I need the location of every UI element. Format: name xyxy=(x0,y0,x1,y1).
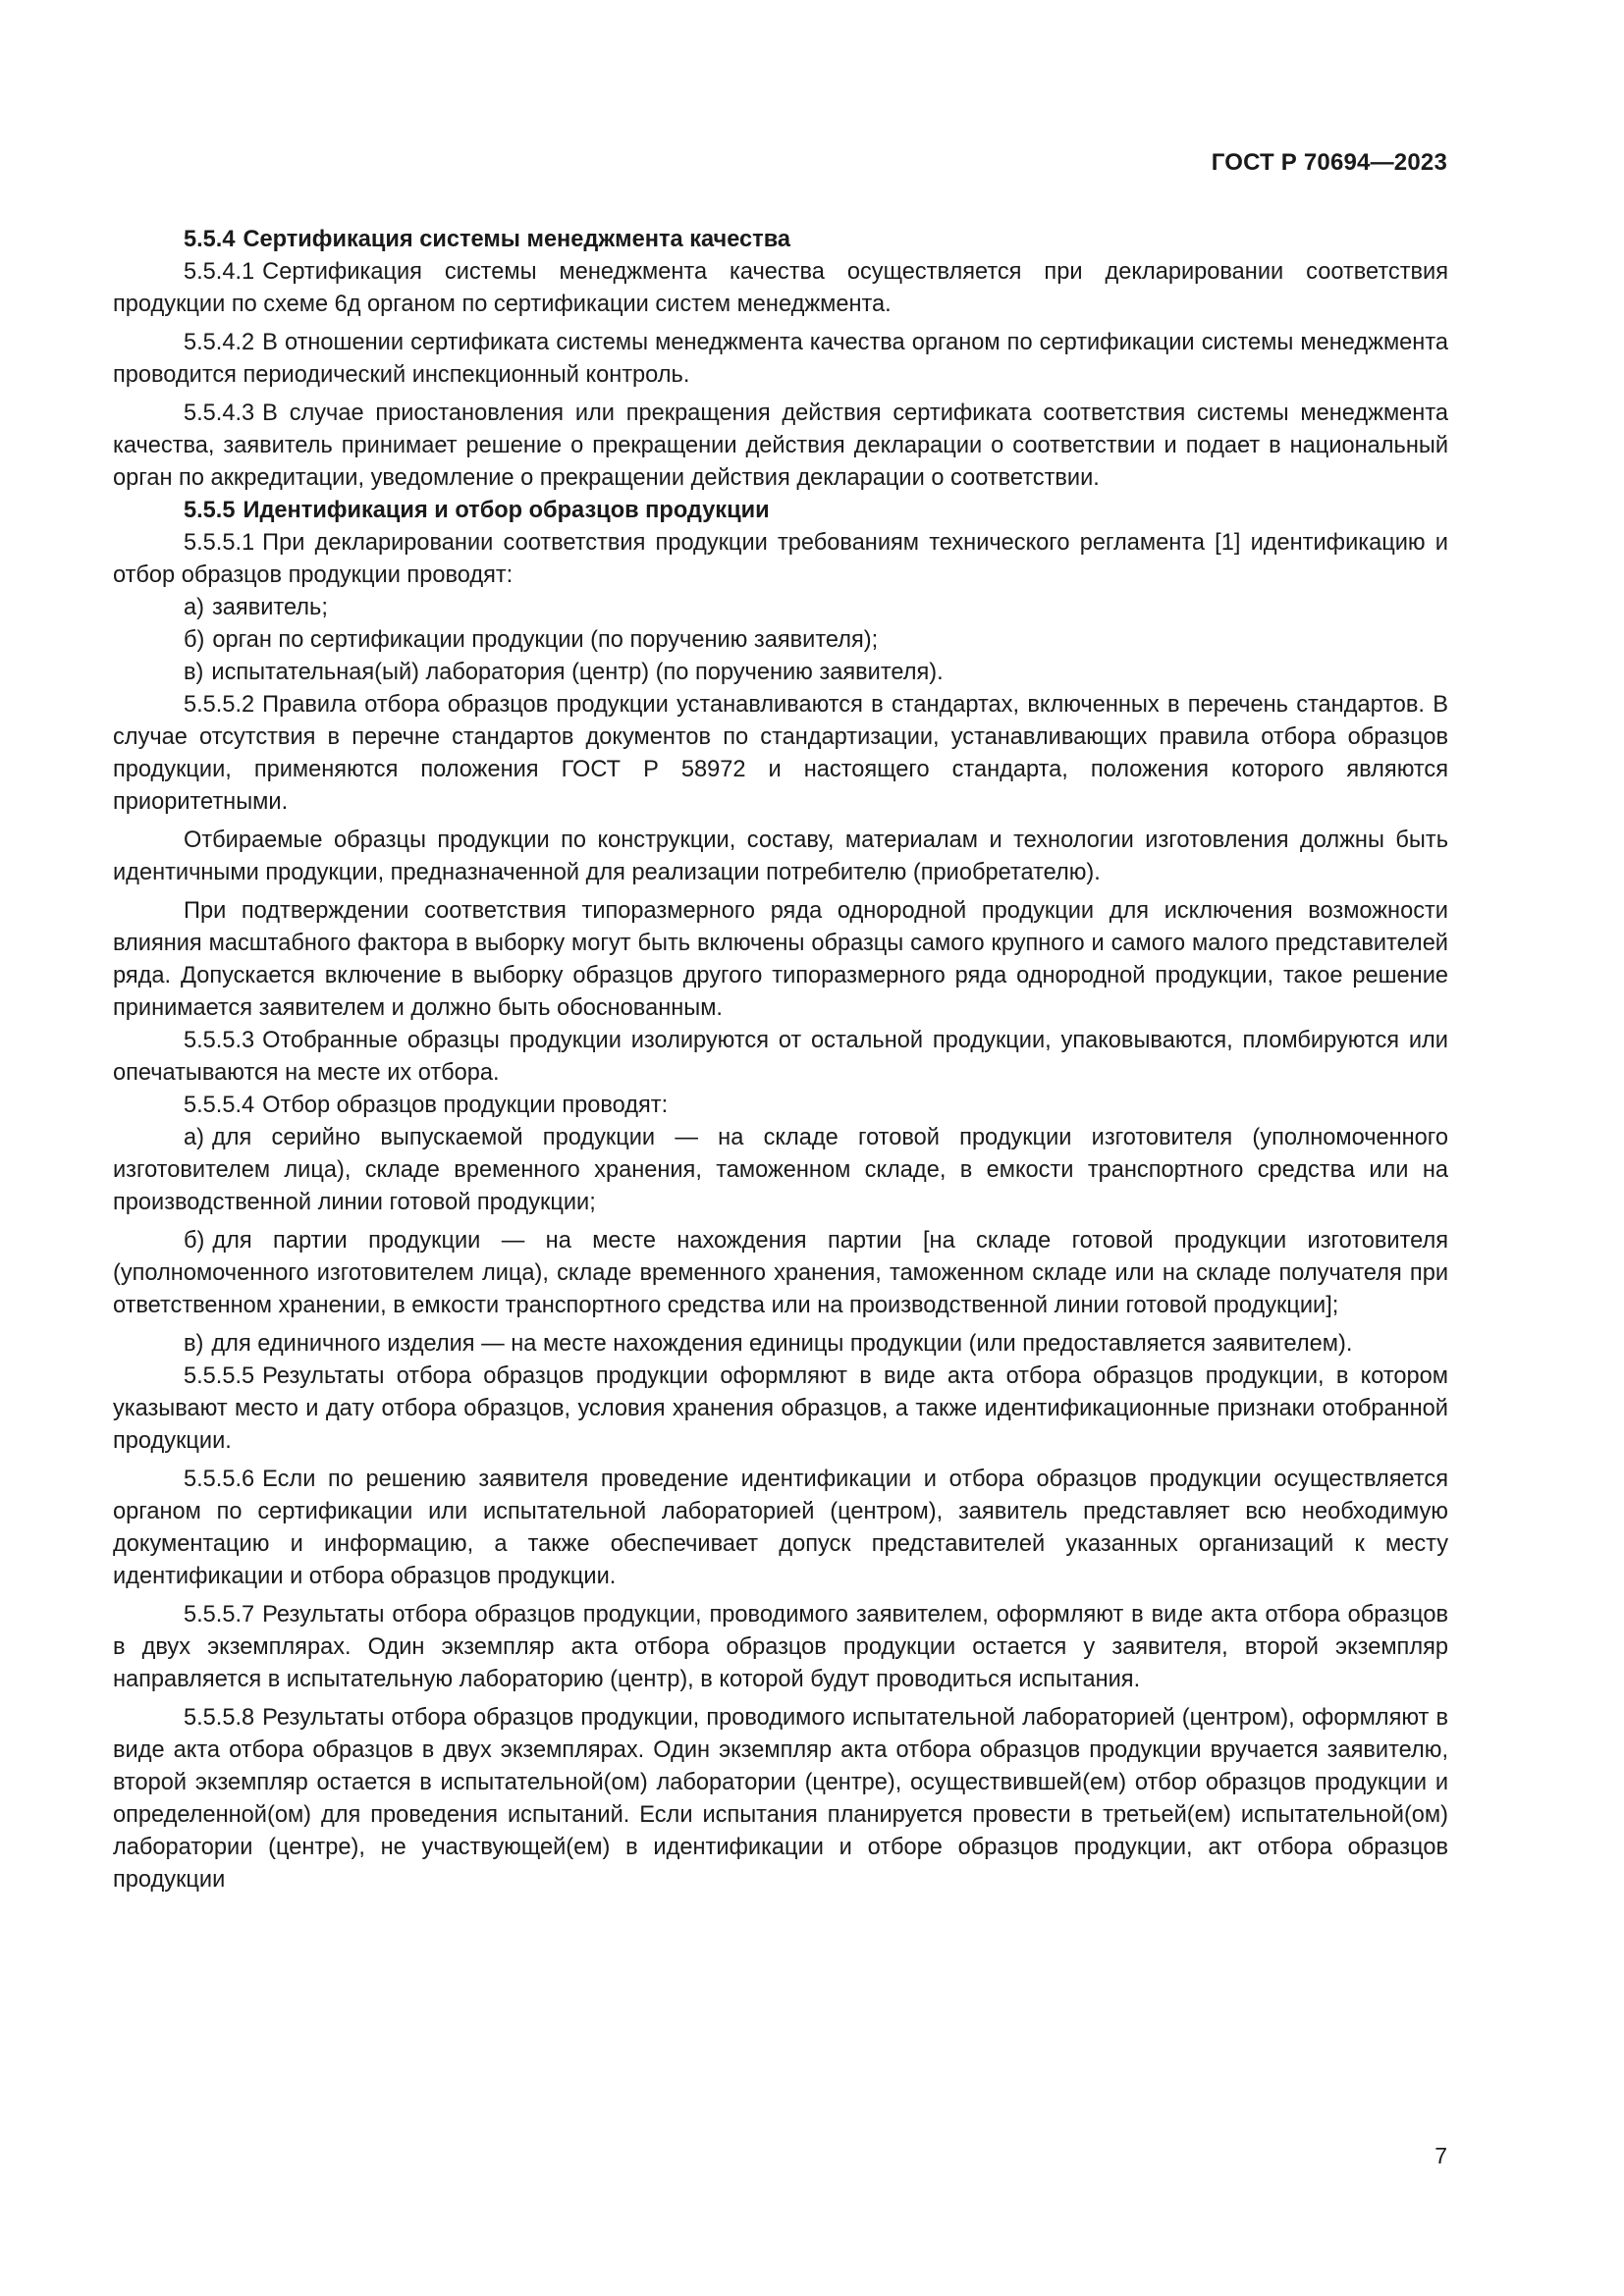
list-item xyxy=(113,657,1448,689)
paragraph-5-5-5-2 xyxy=(113,689,1448,819)
paragraph-5-5-5-2-samples xyxy=(113,825,1448,889)
paragraph-text: Результаты отбора образцов продукции, проводимого заявителем, оформляют в виде акта отбора образцов в двух экземплярах. Один экземпляр акта отбора образцов продукции остается у заявителя, второй экземпляр направляется в испытательную лабораторию (центр), в которой будут проводиться испытания. xyxy=(113,1602,1448,1692)
paragraph-number: 5.5.5.4 xyxy=(184,1093,255,1118)
paragraph-number: 5.5.5.3 xyxy=(184,1028,255,1053)
paragraph-5-5-5-6 xyxy=(113,1464,1448,1593)
paragraph-5-5-4-3 xyxy=(113,398,1448,495)
section-heading-5-5-5 xyxy=(113,495,1448,527)
list-marker: б) xyxy=(184,1228,205,1254)
page-number: 7 xyxy=(1435,2143,1447,2168)
list-marker: в) xyxy=(184,1331,204,1357)
paragraph-text: Результаты отбора образцов продукции оформляют в виде акта отбора образцов продукции, в котором указывают место и дату отбора образцов, условия хранения образцов, а также идентификационные признаки отобранной продукции. xyxy=(113,1363,1448,1454)
section-number: 5.5.5 xyxy=(184,498,236,523)
list-item-text: испытательная(ый) лаборатория (центр) (по поручению заявителя). xyxy=(211,660,944,685)
list-item-text: для партии продукции — на месте нахождения партии [на складе готовой продукции изготовителя (уполномоченного изготовителем лица), складе временного хранения, таможенном складе или на складе получателя при ответственном хранении, в емкости транспортного средства или на производственной линии готовой продукции]; xyxy=(113,1228,1448,1318)
list-marker: а) xyxy=(184,1125,204,1150)
paragraph-5-5-5-4 xyxy=(113,1090,1448,1122)
list-item-text: для серийно выпускаемой продукции — на складе готовой продукции изготовителя (уполномоченного изготовителем лица), складе временного хранения, таможенном складе, в емкости транспортного средства или на производственной линии готовой продукции; xyxy=(113,1125,1448,1215)
paragraph-number: 5.5.4.3 xyxy=(184,400,255,426)
paragraph-text: Отбор образцов продукции проводят: xyxy=(262,1093,669,1118)
list-item-text: орган по сертификации продукции (по поручению заявителя); xyxy=(212,627,879,653)
paragraph-5-5-5-5 xyxy=(113,1361,1448,1458)
list-marker: а) xyxy=(184,595,204,620)
paragraph-number: 5.5.5.2 xyxy=(184,692,255,718)
list-item xyxy=(113,1122,1448,1219)
list-item xyxy=(113,1225,1448,1322)
section-heading-5-5-4 xyxy=(113,224,1448,256)
paragraph-number: 5.5.5.5 xyxy=(184,1363,255,1389)
paragraph-5-5-5-7 xyxy=(113,1599,1448,1696)
document-body xyxy=(113,224,1448,1896)
paragraph-text: При подтверждении соответствия типоразмерного ряда однородной продукции для исключения возможности влияния масштабного фактора в выборку могут быть включены образцы самого крупного и самого малого представителей ряда. Допускается включение в выборку образцов другого типоразмерного ряда однородной продукции, такое решение принимается заявителем и должно быть обоснованным. xyxy=(113,898,1448,1021)
paragraph-5-5-5-1 xyxy=(113,527,1448,592)
section-title: Сертификация системы менеджмента качества xyxy=(243,227,791,252)
paragraph-5-5-5-8 xyxy=(113,1702,1448,1896)
list-marker: б) xyxy=(184,627,205,653)
list-item-text: для единичного изделия — на месте нахождения единицы продукции (или предоставляется заявителем). xyxy=(211,1331,1353,1357)
paragraph-5-5-5-3 xyxy=(113,1025,1448,1090)
paragraph-5-5-4-2 xyxy=(113,327,1448,392)
paragraph-text: Отобранные образцы продукции изолируются от остальной продукции, упаковываются, пломбируются или опечатываются на месте их отбора. xyxy=(113,1028,1448,1086)
paragraph-text: Сертификация системы менеджмента качества осуществляется при декларировании соответствия продукции по схеме 6д органом по сертификации систем менеджмента. xyxy=(113,259,1448,317)
paragraph-5-5-4-1 xyxy=(113,256,1448,321)
paragraph-number: 5.5.5.1 xyxy=(184,530,255,556)
paragraph-number: 5.5.4.2 xyxy=(184,330,255,355)
paragraph-text: Если по решению заявителя проведение идентификации и отбора образцов продукции осуществляется органом по сертификации или испытательной лабораторией (центром), заявитель представляет всю необходимую документацию и информацию, а также обеспечивает допуск представителей указанных организаций к месту идентификации и отбора образцов продукции. xyxy=(113,1467,1448,1589)
list-item-text: заявитель; xyxy=(211,595,328,620)
section-number: 5.5.4 xyxy=(184,227,236,252)
document-code: ГОСТ Р 70694—2023 xyxy=(1211,149,1447,176)
paragraph-text: При декларировании соответствия продукции требованиям технического регламента [1] идентификацию и отбор образцов продукции проводят: xyxy=(113,530,1448,588)
paragraph-number: 5.5.5.7 xyxy=(184,1602,255,1628)
section-title: Идентификация и отбор образцов продукции xyxy=(243,498,770,523)
list-item xyxy=(113,592,1448,624)
paragraph-text: В отношении сертификата системы менеджмента качества органом по сертификации системы менеджмента проводится периодический инспекционный контроль. xyxy=(113,330,1448,388)
paragraph-5-5-5-2-size-range xyxy=(113,895,1448,1025)
paragraph-text: Правила отбора образцов продукции устанавливаются в стандартах, включенных в перечень стандартов. В случае отсутствия в перечне стандартов документов по стандартизации, устанавливающих правила отбора образцов продукции, применяются положения ГОСТ Р 58972 и настоящего стандарта, положения которого являются приоритетными. xyxy=(113,692,1448,815)
list-marker: в) xyxy=(184,660,204,685)
paragraph-text: В случае приостановления или прекращения действия сертификата соответствия системы менеджмента качества, заявитель принимает решение о прекращении действия декларации о соответствии и подает в национальный орган по аккредитации, уведомление о прекращении действия декларации о соответствии. xyxy=(113,400,1448,491)
paragraph-number: 5.5.4.1 xyxy=(184,259,255,285)
paragraph-number: 5.5.5.6 xyxy=(184,1467,255,1492)
paragraph-text: Отбираемые образцы продукции по конструкции, составу, материалам и технологии изготовления должны быть идентичными продукции, предназначенной для реализации потребителю (приобретателю). xyxy=(113,828,1448,885)
paragraph-number: 5.5.5.8 xyxy=(184,1705,255,1731)
paragraph-text: Результаты отбора образцов продукции, проводимого испытательной лабораторией (центром), оформляют в виде акта отбора образцов в двух экземплярах. Один экземпляр акта отбора образцов продукции вручается заявителю, второй экземпляр остается в испытательной(ом) лаборатории (центре), осуществившей(ем) отбор образцов продукции и определенной(ом) для проведения испытаний. Если испытания планируется провести в третьей(ем) испытательной(ом) лаборатории (центре), не участвующей(ем) в идентификации и отборе образцов продукции, акт отбора образцов продукции xyxy=(113,1705,1448,1893)
list-item xyxy=(113,1328,1448,1361)
list-item xyxy=(113,624,1448,657)
